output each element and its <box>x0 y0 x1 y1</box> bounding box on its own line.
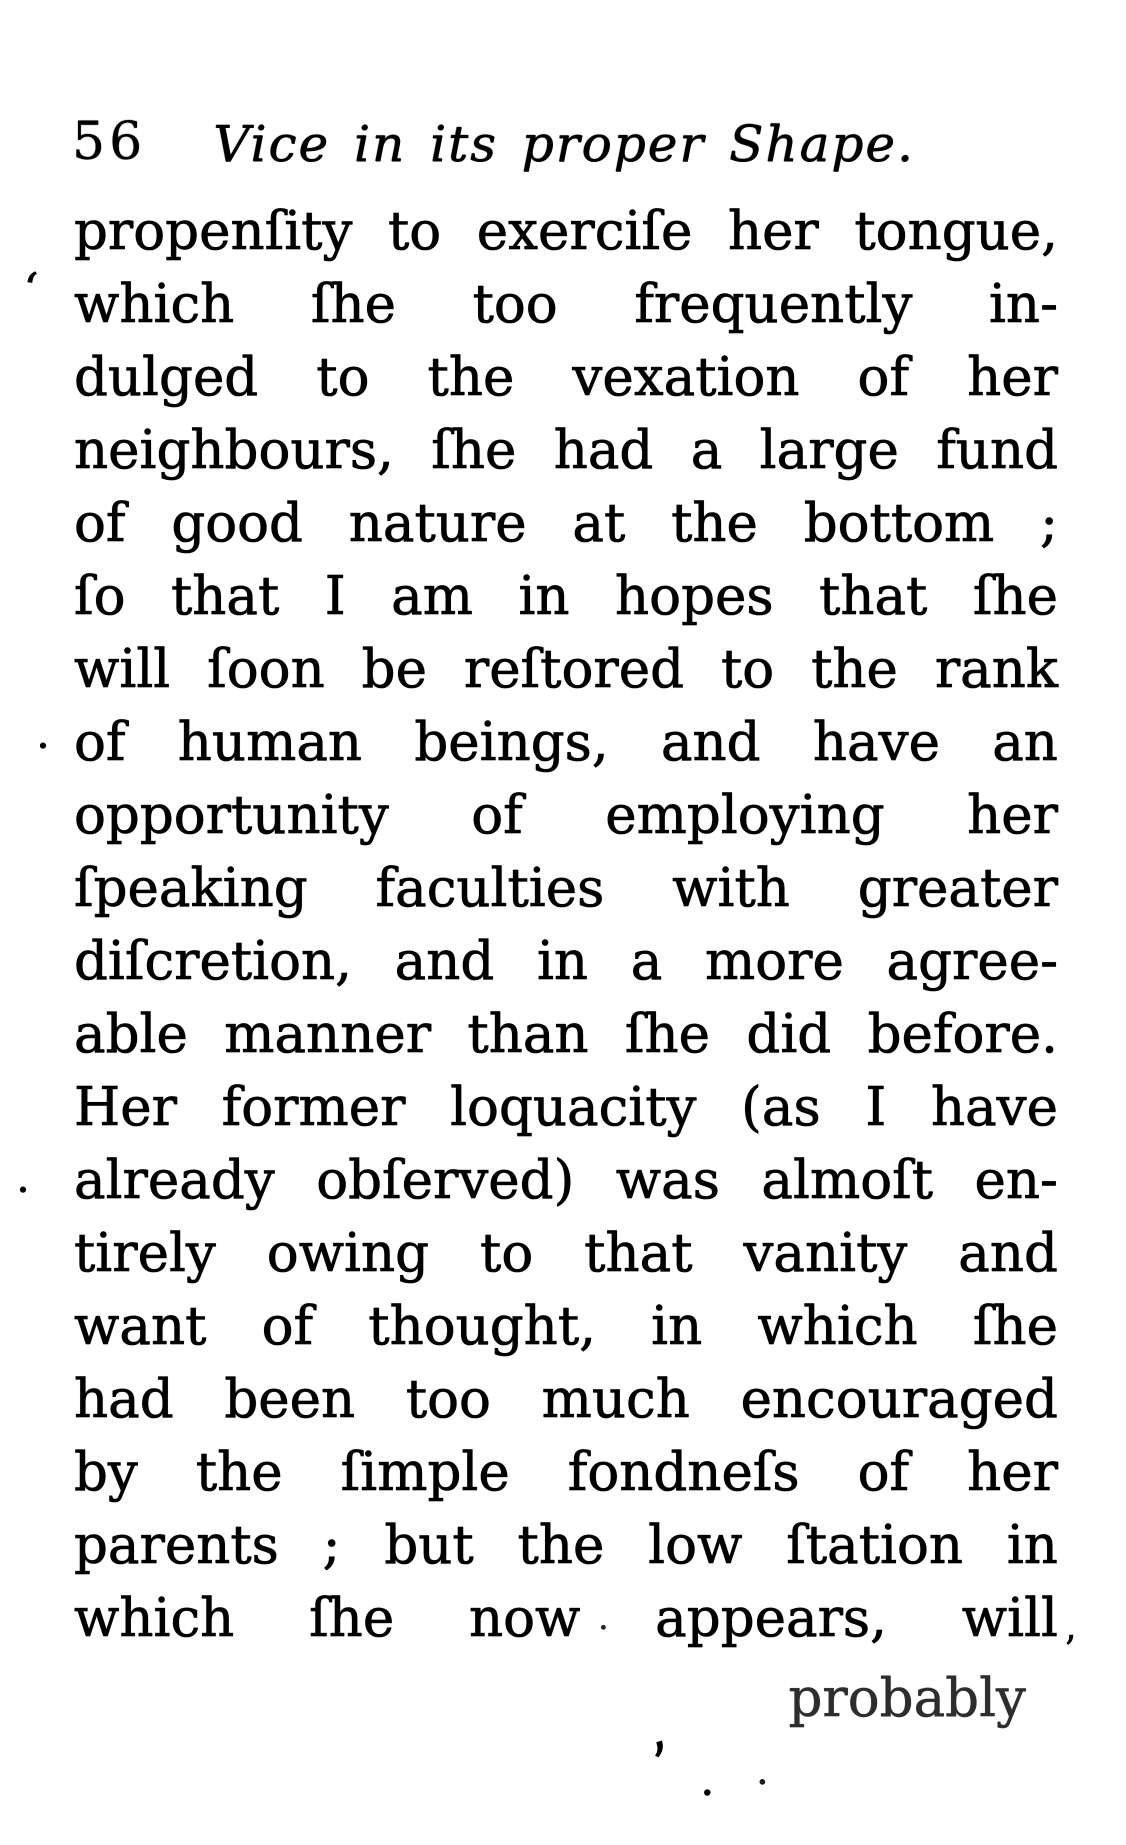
text-line: parents ; but the low ſtation in <box>74 1515 1058 1576</box>
ink-speck: , <box>634 1693 674 1765</box>
text-line: dulged to the vexation of her <box>74 347 1058 408</box>
text-line: of good nature at the bottom ; <box>74 493 1058 554</box>
text-line: Her former loquacity (as I have <box>74 1077 1058 1138</box>
text-line: which ſhe now appears, will <box>74 1588 1058 1649</box>
text-line: tirely owing to that vanity and <box>74 1223 1058 1284</box>
text-line: ſo that I am in hopes that ſhe <box>74 566 1058 627</box>
body-text <box>74 195 1058 1655</box>
page-number: 56 <box>72 112 147 172</box>
catchword: probably <box>788 1668 1026 1729</box>
ink-speck: ‘ <box>18 261 41 317</box>
ink-speck: . <box>16 1152 30 1203</box>
text-line: propenſity to exerciſe her tongue, <box>74 201 1058 262</box>
ink-speck: . <box>598 1598 609 1638</box>
ink-speck: . <box>756 1748 769 1794</box>
text-line: which ſhe too frequently in- <box>74 274 1058 335</box>
running-title: Vice in its proper Shape. <box>213 115 915 173</box>
page-header <box>72 104 1056 186</box>
text-line: able manner than ſhe did before. <box>74 1004 1058 1065</box>
text-line: diſcretion, and in a more agree- <box>74 931 1058 992</box>
text-line: had been too much encouraged <box>74 1369 1058 1430</box>
text-line: opportunity of employing her <box>74 785 1058 846</box>
text-line: neighbours, ſhe had a large fund <box>74 420 1058 481</box>
text-line: will ſoon be reſtored to the rank <box>74 639 1058 700</box>
text-line: ſpeaking faculties with greater <box>74 858 1058 919</box>
text-line: by the ſimple fondneſs of her <box>74 1442 1058 1503</box>
ink-speck: . <box>700 1752 715 1806</box>
text-line: of human beings, and have an <box>74 712 1058 773</box>
text-line: want of thought, in which ſhe <box>74 1296 1058 1357</box>
text-line: already obſerved) was almoſt en- <box>74 1150 1058 1211</box>
ink-speck: . <box>36 708 50 759</box>
ink-speck: ’ <box>1064 1628 1077 1672</box>
